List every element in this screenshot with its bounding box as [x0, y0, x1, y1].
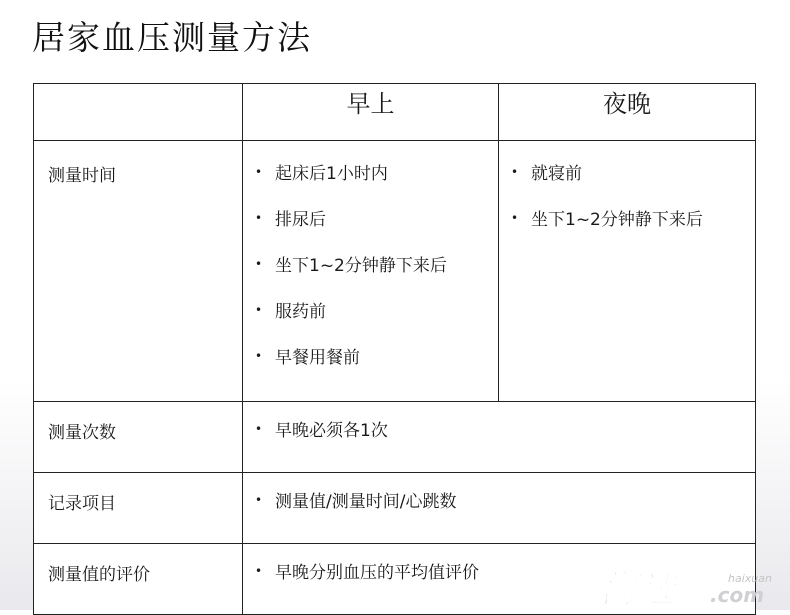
list-item	[255, 253, 498, 277]
list-item	[255, 207, 498, 231]
bullet-icon: •	[511, 165, 519, 179]
header-row	[34, 84, 756, 141]
table-row-count	[34, 402, 756, 473]
list-item-text: 服药前	[275, 302, 326, 322]
list-item-text: 就寝前	[531, 164, 582, 184]
list-item	[255, 345, 498, 369]
header-morning: 早上	[243, 84, 499, 141]
list-item	[511, 161, 755, 185]
evening-list	[499, 141, 755, 231]
bullet-icon: •	[511, 211, 519, 225]
bullet-icon: •	[255, 564, 263, 578]
cell-count	[243, 402, 756, 473]
watermark-domain: .com	[710, 583, 765, 607]
row-label-time: 测量时间	[34, 141, 243, 402]
page-title: 居家血压测量方法	[32, 18, 312, 57]
header-blank	[34, 84, 243, 141]
morning-list	[243, 141, 498, 369]
blood-pressure-table	[33, 83, 756, 615]
watermark-logo	[598, 562, 786, 608]
list-item	[255, 489, 755, 513]
row-label-record: 记录项目	[34, 473, 243, 544]
list-item-text: 起床后1小时内	[275, 164, 388, 184]
bullet-icon: •	[255, 165, 263, 179]
list-item	[255, 299, 498, 323]
bullet-icon: •	[255, 493, 263, 507]
list-item-text: 坐下1~2分钟静下来后	[531, 210, 703, 230]
table-row-record	[34, 473, 756, 544]
bullet-icon: •	[255, 257, 263, 271]
bullet-icon: •	[255, 349, 263, 363]
list-item-text: 早晚分别血压的平均值评价	[275, 563, 479, 583]
list-item	[511, 207, 755, 231]
list-item	[255, 161, 498, 185]
list-item-text: 排尿后	[275, 210, 326, 230]
list-item-text: 测量值/测量时间/心跳数	[275, 492, 457, 512]
list-item-text: 早餐用餐前	[275, 348, 360, 368]
header-evening: 夜晚	[499, 84, 756, 141]
list-item	[255, 418, 755, 442]
table-row-time	[34, 141, 756, 402]
bullet-icon: •	[255, 303, 263, 317]
cell-record	[243, 473, 756, 544]
row-label-count: 测量次数	[34, 402, 243, 473]
cell-evening-time	[499, 141, 756, 402]
list-item-text: 坐下1~2分钟静下来后	[275, 256, 447, 276]
bullet-icon: •	[255, 422, 263, 436]
bullet-icon: •	[255, 211, 263, 225]
watermark-en: haixuan	[728, 572, 772, 585]
watermark-cn: 海选	[600, 567, 677, 608]
cell-morning-time	[243, 141, 499, 402]
row-label-evaluation: 测量值的评价	[34, 544, 243, 615]
list-item-text: 早晚必须各1次	[275, 421, 388, 441]
